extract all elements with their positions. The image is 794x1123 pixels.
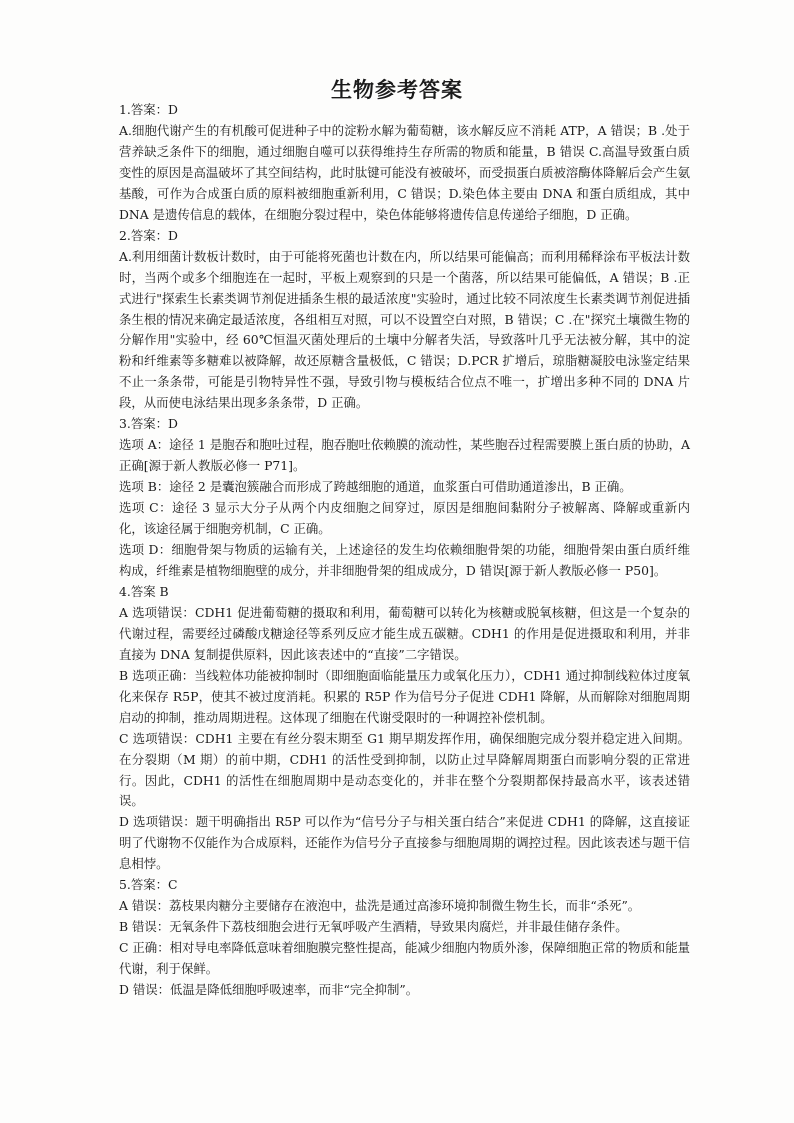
answer-heading: 4.答案 B	[119, 583, 169, 599]
answer-heading: 1.答案：D	[119, 102, 178, 117]
question-3	[119, 414, 690, 582]
answer-heading: 2.答案：D	[119, 227, 178, 243]
answer-paragraph: 选项 B：途径 2 是囊泡簇融合而形成了跨越细胞的通道，血浆蛋白可借助通道渗出，B 正确。	[119, 479, 632, 495]
answer-paragraph: A 错误：荔枝果肉糖分主要储存在液泡中，盐洗是通过高渗环境抑制微生物生长，而非“杀死”。	[119, 898, 641, 914]
answer-paragraph: 选项 C：途径 3 显示大分子从两个内皮细胞之间穿过，原因是细胞间黏附分子被解离、降解或重新内化，该途径属于细胞旁机制，C 正确。	[119, 500, 690, 537]
answer-paragraph: B 错误：无氧条件下荔枝细胞会进行无氧呼吸产生酒精，导致果肉腐烂，并非最佳储存条件。	[119, 919, 628, 935]
answer-paragraph: D 选项错误：题干明确指出 R5P 可以作为“信号分子与相关蛋白结合”来促进 CDH1 的降解，这直接证明了代谢物不仅能作为合成原料，还能作为信号分子直接参与细胞周期的调控过程。因此该表述与题干信息相悖。	[119, 814, 690, 872]
question-1	[119, 100, 690, 226]
answer-heading: 3.答案：D	[119, 416, 178, 432]
answer-paragraph: 选项 A：途径 1 是胞吞和胞吐过程，胞吞胞吐依赖膜的流动性，某些胞吞过程需要膜上蛋白质的协助，A 正确[源于新人教版必修一 P71]。	[119, 437, 690, 474]
answer-paragraph: 选项 D：细胞骨架与物质的运输有关，上述途径的发生均依赖细胞骨架的功能，细胞骨架由蛋白质纤维构成，纤维素是植物细胞壁的成分，并非细胞骨架的组成成分，D 错误[源于新人教版必修一 P50]。	[119, 542, 690, 578]
question-5	[119, 875, 690, 1001]
answer-paragraph: B 选项正确：当线粒体功能被抑制时（即细胞面临能量压力或氧化压力），CDH1 通过抑制线粒体过度氧化来保存 R5P，使其不被过度消耗。积累的 R5P 作为信号分子促进 CDH1 降解，从而解除对细胞周期启动的抑制，推动周期进程。这体现了细胞在代谢受限时的一种调控补偿机制。	[119, 667, 690, 725]
answers-body	[119, 100, 690, 1001]
page-title: 生物参考答案	[331, 78, 463, 102]
answer-paragraph: C 选项错误：CDH1 主要在有丝分裂末期至 G1 期早期发挥作用，确保细胞完成分裂并稳定进入间期。在分裂期（M 期）的前中期，CDH1 的活性受到抑制，以防止过早降解周期蛋白而影响分裂的正常进行。因此，CDH1 的活性在细胞周期中是动态变化的，并非在整个分裂期都保持最高水平，该表述错误。	[119, 730, 690, 809]
answer-paragraph: D 错误：低温是降低细胞呼吸速率，而非“完全抑制”。	[119, 982, 419, 998]
question-4	[119, 582, 690, 875]
answer-heading: 5.答案：C	[119, 877, 178, 893]
question-2	[119, 226, 690, 415]
answer-paragraph: A.利用细菌计数板计数时，由于可能将死菌也计数在内，所以结果可能偏高；而利用稀释涂布平板法计数时，当两个或多个细胞连在一起时，平板上观察到的只是一个菌落，所以结果可能偏低，A 错误；B .正式进行"探索生长素类调节剂促进插条生根的最适浓度"实验时，通过比较不同浓度生长素类调节剂促进插条生根的情况来确定最适浓度，各组相互对照，可以不设置空白对照，B 错误；C .在"探究土壤微生物的分解作用"实验中，经 60℃恒温灭菌处理后的土壤中分解者失活，导致落叶几乎无法被分解，其中的淀粉和纤维素等多糖难以被降解，故还原糖含量极低，C 错误；D.PCR 扩增后，琼脂糖凝胶电泳鉴定结果不止一条条带，可能是引物特异性不强，导致引物与模板结合位点不唯一，扩增出多种不同的 DNA 片段，从而使电泳结果出现多条条带，D 正确。	[119, 248, 690, 411]
answer-paragraph: A.细胞代谢产生的有机酸可促进种子中的淀粉水解为葡萄糖，该水解反应不消耗 ATP，A 错误；B .处于营养缺乏条件下的细胞，通过细胞自噬可以获得维持生存所需的物质和能量，B 错误 C.高温导致蛋白质变性的原因是高温破坏了其空间结构，此时肽键可能没有被破坏，而受损蛋白质被溶酶体降解后会产生氨基酸，可作为合成蛋白质的原料被细胞重新利用，C 错误；D.染色体主要由 DNA 和蛋白质组成，其中 DNA 是遗传信息的载体，在细胞分裂过程中，染色体能够将遗传信息传递给子细胞，D 正确。	[119, 122, 690, 222]
answer-paragraph: C 正确：相对导电率降低意味着细胞膜完整性提高，能减少细胞内物质外渗，保障细胞正常的物质和能量代谢，利于保鲜。	[119, 940, 690, 977]
answer-paragraph: A 选项错误：CDH1 促进葡萄糖的摄取和利用，葡萄糖可以转化为核糖或脱氧核糖，但这是一个复杂的代谢过程，需要经过磷酸戊糖途径等系列反应才能生成五碳糖。CDH1 的作用是促进摄取和利用，并非直接为 DNA 复制提供原料，因此该表述中的“直接”二字错误。	[119, 604, 690, 662]
